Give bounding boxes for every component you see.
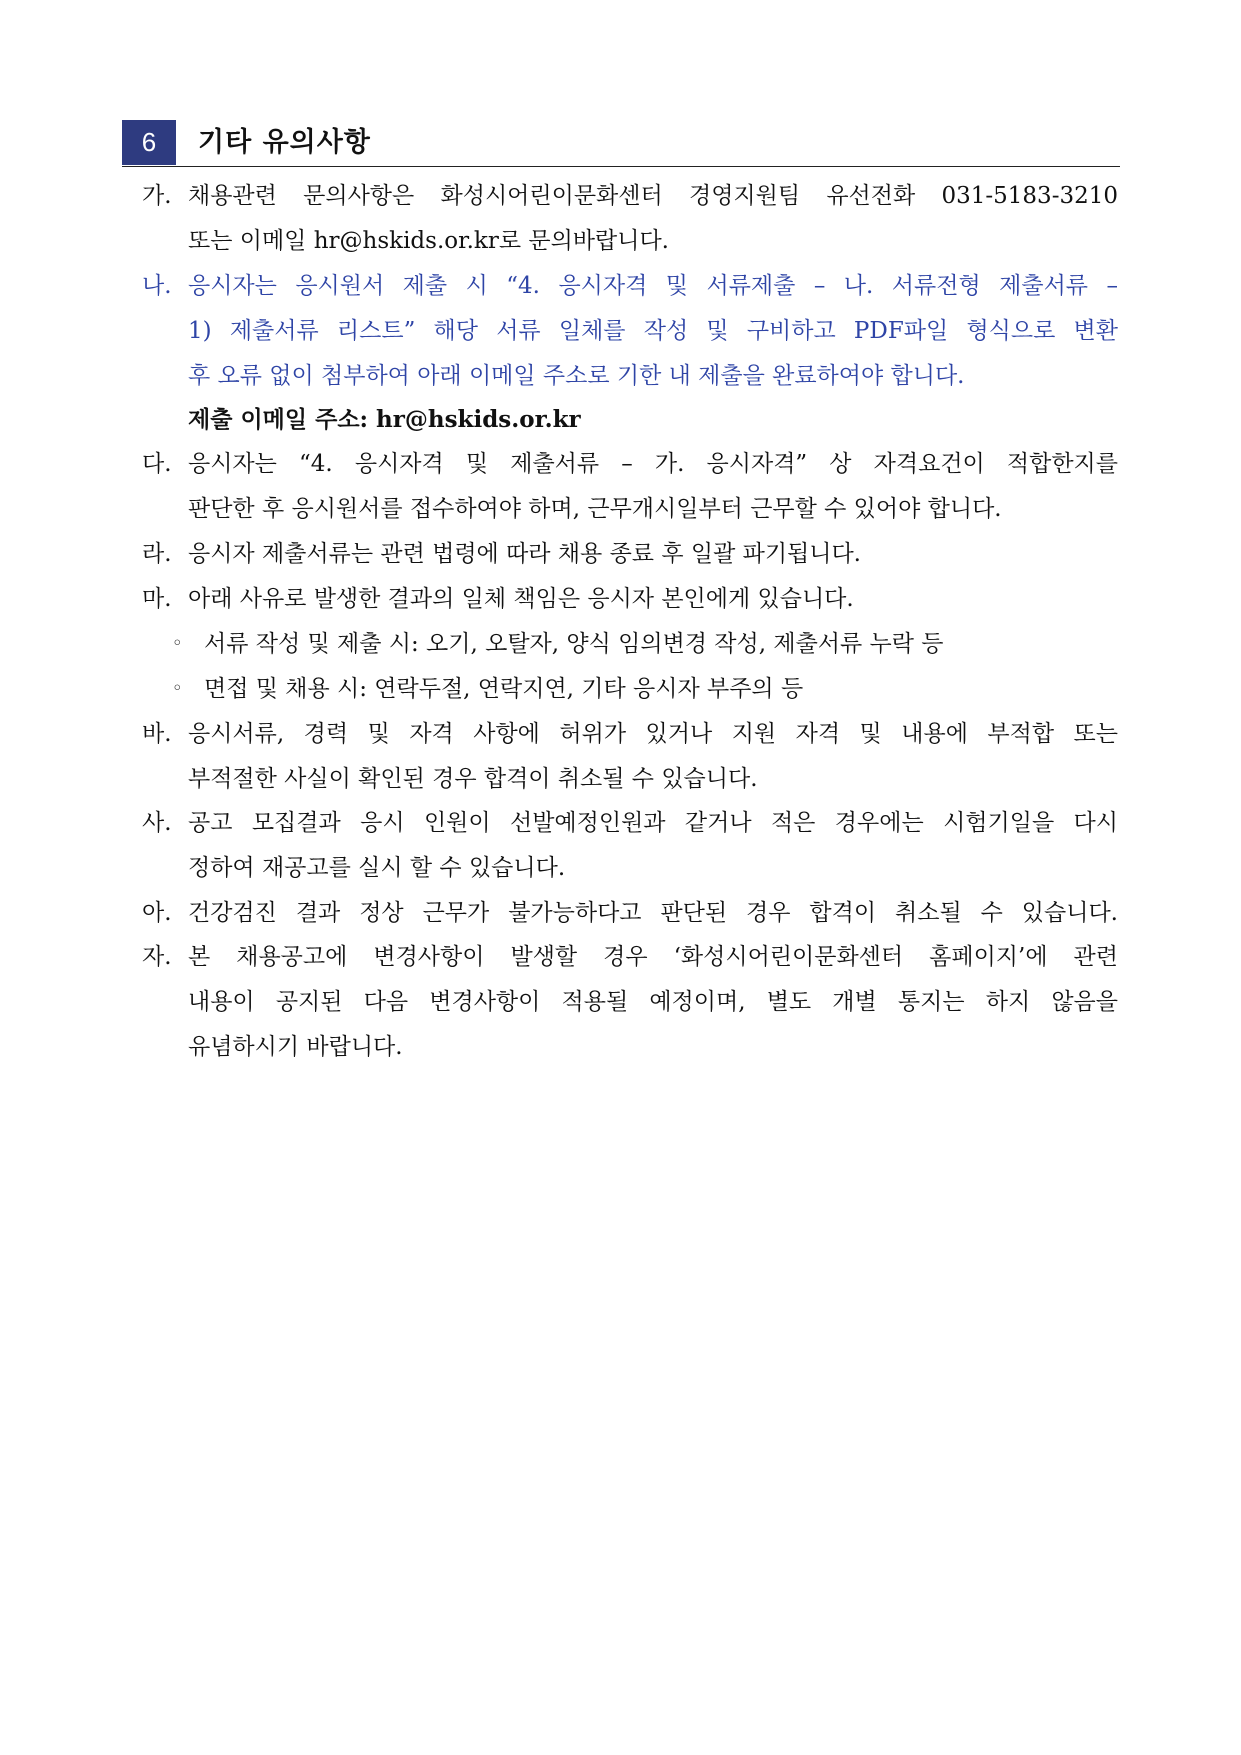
item-na-marker: 나. (142, 273, 172, 299)
item-ra-marker: 라. (142, 541, 172, 567)
item-da-line1-text: 응시자는 “4. 응시자격 및 제출서류 – 가. 응시자격” 상 자격요건이 적합한지를 (188, 451, 1118, 477)
item-a-line1-text: 건강검진 결과 정상 근무가 불가능하다고 판단된 경우 합격이 취소될 수 있습니다. (188, 900, 1118, 926)
item-na-email-line: 제출 이메일 주소: hr@hskids.or.kr (188, 406, 581, 433)
item-ga-line1-text: 채용관련 문의사항은 화성시어린이문화센터 경영지원팀 유선전화 031-5183-3210 (188, 183, 1118, 209)
item-ja-line3: 유념하시기 바랍니다. (188, 1034, 403, 1060)
item-na-line3: 후 오류 없이 첨부하여 아래 이메일 주소로 기한 내 제출을 완료하여야 합니다. (188, 363, 965, 389)
item-da-line1 (188, 449, 1118, 479)
item-sa-line2: 정하여 재공고를 실시 할 수 있습니다. (188, 855, 566, 881)
item-sa-line1-text: 공고 모집결과 응시 인원이 선발예정인원과 같거나 적은 경우에는 시험기일을 다시 (188, 810, 1118, 836)
item-ga-marker: 가. (142, 183, 172, 209)
item-ma-line1: 아래 사유로 발생한 결과의 일체 책임은 응시자 본인에게 있습니다. (188, 586, 854, 612)
section-number-badge: 6 (122, 120, 176, 165)
item-ja-line2 (188, 987, 1118, 1017)
item-ma-sub1-bullet: ◦ (172, 633, 183, 654)
item-a-marker: 아. (142, 900, 172, 926)
item-ra-line1: 응시자 제출서류는 관련 법령에 따라 채용 종료 후 일괄 파기됩니다. (188, 541, 861, 567)
item-na-line2-text: 1) 제출서류 리스트” 해당 서류 일체를 작성 및 구비하고 PDF파일 형식으로 변환 (188, 318, 1118, 344)
item-na-line1 (188, 271, 1118, 301)
item-ba-line1 (188, 719, 1118, 749)
item-ja-line2-text: 내용이 공지된 다음 변경사항이 적용될 예정이며, 별도 개별 통지는 하지 않음을 (188, 989, 1118, 1015)
section-header (122, 120, 1120, 167)
item-ja-line1 (188, 942, 1118, 972)
item-ba-line2: 부적절한 사실이 확인된 경우 합격이 취소될 수 있습니다. (188, 766, 758, 792)
item-a-line1 (188, 898, 1118, 928)
item-na-line2 (188, 316, 1118, 346)
item-ja-marker: 자. (142, 944, 172, 970)
section-title: 기타 유의사항 (198, 127, 371, 158)
item-ma-sub2: 면접 및 채용 시: 연락두절, 연락지연, 기타 응시자 부주의 등 (204, 676, 804, 702)
item-ja-line1-text: 본 채용공고에 변경사항이 발생할 경우 ‘화성시어린이문화센터 홈페이지’에 관련 (188, 944, 1118, 970)
item-ma-sub2-bullet: ◦ (172, 678, 183, 699)
item-ma-sub1: 서류 작성 및 제출 시: 오기, 오탈자, 양식 임의변경 작성, 제출서류 누락 등 (204, 631, 944, 657)
item-ba-marker: 바. (142, 721, 172, 747)
item-na-line1-text: 응시자는 응시원서 제출 시 “4. 응시자격 및 서류제출 – 나. 서류전형 제출서류 – (188, 273, 1118, 299)
item-sa-line1 (188, 808, 1118, 838)
item-da-line2: 판단한 후 응시원서를 접수하여야 하며, 근무개시일부터 근무할 수 있어야 합니다. (188, 496, 1002, 522)
item-da-marker: 다. (142, 451, 172, 477)
item-ba-line1-text: 응시서류, 경력 및 자격 사항에 허위가 있거나 지원 자격 및 내용에 부적합 또는 (188, 721, 1118, 747)
item-ga-line1 (188, 181, 1118, 211)
item-sa-marker: 사. (142, 810, 172, 836)
item-ma-marker: 마. (142, 586, 172, 612)
item-ga-line2: 또는 이메일 hr@hskids.or.kr로 문의바랍니다. (188, 228, 669, 254)
